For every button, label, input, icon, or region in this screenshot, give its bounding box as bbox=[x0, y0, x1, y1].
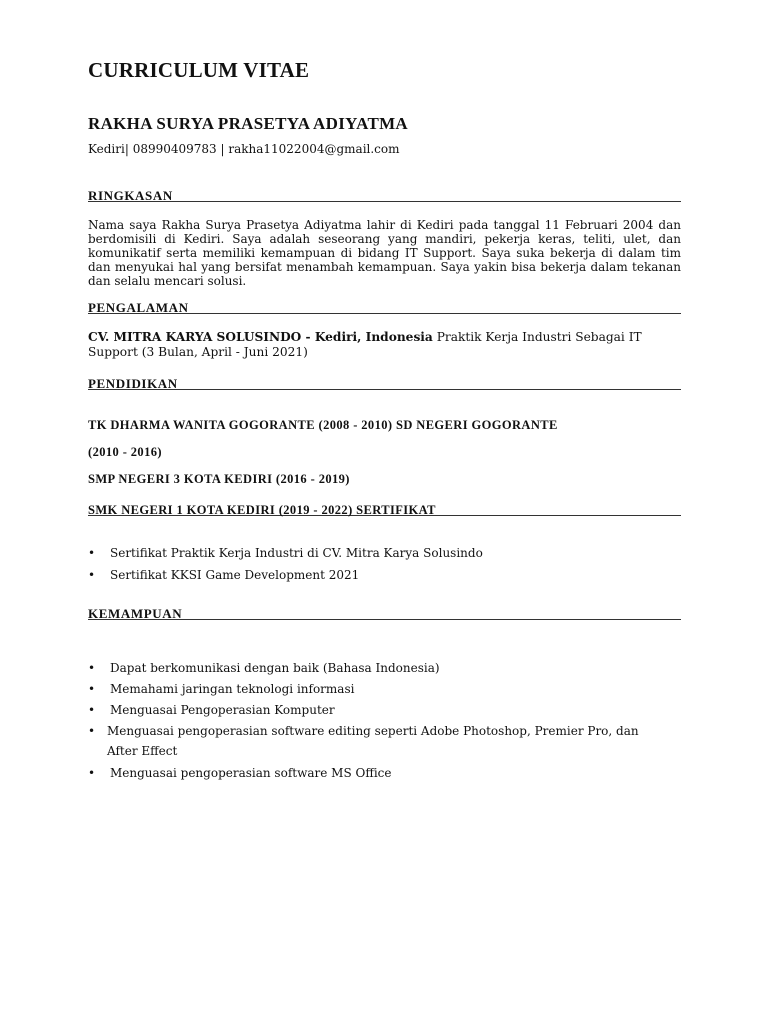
experience-company: CV. MITRA KARYA SOLUSINDO - Kediri, Indonesia bbox=[88, 330, 433, 344]
person-name: RAKHA SURYA PRASETYA ADIYATMA bbox=[88, 114, 409, 133]
certificate-item: Sertifikat KKSI Game Development 2021 bbox=[110, 568, 360, 582]
document-title: CURRICULUM VITAE bbox=[88, 58, 310, 82]
section-heading-certificates-label: SMK NEGERI 1 KOTA KEDIRI (2019 - 2022) SERTIFIKAT bbox=[88, 503, 436, 517]
education-line: (2010 - 2016) bbox=[88, 445, 162, 459]
skill-item: Menguasai Pengoperasian Komputer bbox=[110, 703, 335, 717]
skill-item: Dapat berkomunikasi dengan baik (Bahasa Indonesia) bbox=[110, 661, 440, 675]
certificate-item: Sertifikat Praktik Kerja Industri di CV. Mitra Karya Solusindo bbox=[110, 546, 483, 560]
section-heading-experience-label: PENGALAMAN bbox=[88, 300, 189, 315]
bullet-icon: • bbox=[88, 724, 96, 738]
education-line: SMP NEGERI 3 KOTA KEDIRI (2016 - 2019) bbox=[88, 472, 350, 486]
bullet-icon: • bbox=[88, 568, 96, 582]
experience-detail: Praktik Kerja Industri Sebagai IT Support (3 Bulan, April - Juni 2021) bbox=[88, 330, 642, 359]
section-heading-education-label: PENDIDIKAN bbox=[88, 376, 178, 391]
section-heading-skills bbox=[88, 603, 681, 620]
section-heading-summary-label: RINGKASAN bbox=[88, 188, 173, 203]
education-line: TK DHARMA WANITA GOGORANTE (2008 - 2010) SD NEGERI GOGORANTE bbox=[88, 418, 558, 432]
bullet-icon: • bbox=[88, 661, 96, 675]
bullet-icon: • bbox=[88, 766, 96, 780]
bullet-icon: • bbox=[88, 546, 96, 560]
bullet-icon: • bbox=[88, 703, 96, 717]
summary-paragraph: Nama saya Rakha Surya Prasetya Adiyatma lahir di Kediri pada tanggal 11 Februari 2004 dan berdomisili di Kediri. Saya adalah seseorang yang mandiri, pekerja keras, teliti, ulet, dan komunikatif serta memiliki kemampuan di bidang IT Support. Saya suka bekerja di dalam tim dan menyukai hal yang bersifat menambah kemampuan. Saya yakin bisa bekerja dalam tekanan dan selalu mencari solusi. bbox=[88, 218, 681, 288]
skill-item: Memahami jaringan teknologi informasi bbox=[110, 682, 355, 696]
skill-item: Menguasai pengoperasian software editing seperti Adobe Photoshop, Premier Pro, dan After Effect bbox=[107, 724, 639, 758]
section-heading-summary bbox=[88, 185, 681, 202]
section-heading-certificates bbox=[88, 499, 681, 516]
bullet-icon: • bbox=[88, 682, 96, 696]
section-heading-education bbox=[88, 373, 681, 390]
experience-entry bbox=[88, 330, 688, 360]
section-heading-experience bbox=[88, 297, 681, 314]
contact-line: Kediri| 08990409783 | rakha11022004@gmail.com bbox=[88, 142, 400, 156]
skill-item: Menguasai pengoperasian software MS Office bbox=[110, 766, 392, 780]
section-heading-skills-label: KEMAMPUAN bbox=[88, 606, 183, 621]
